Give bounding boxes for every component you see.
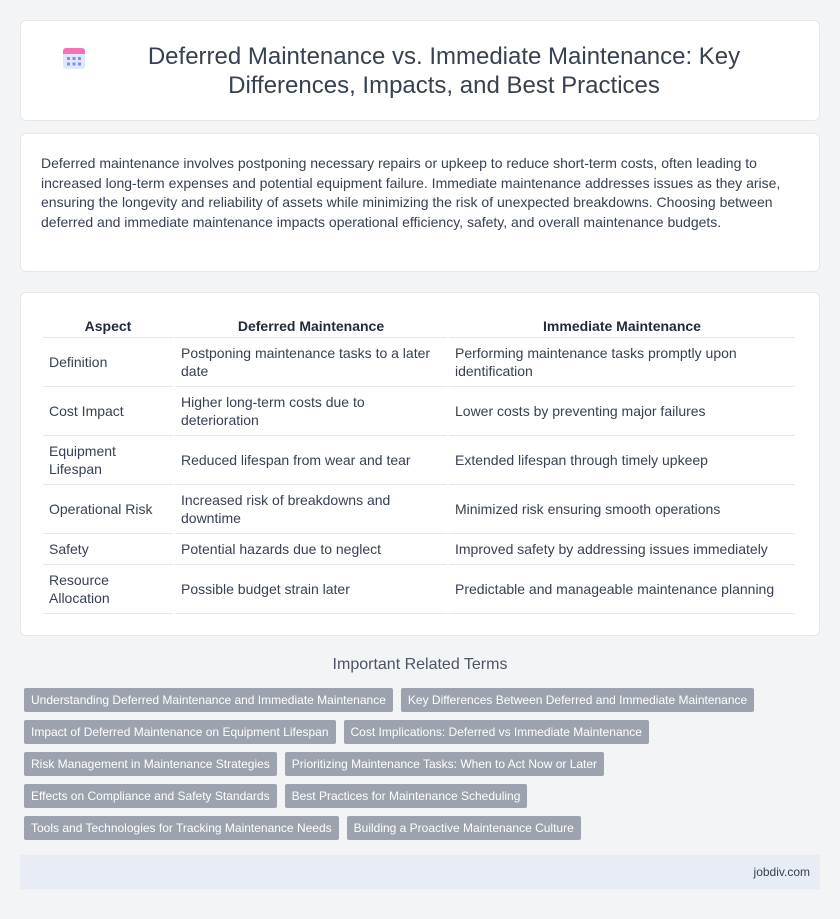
- tag-row: [24, 720, 820, 744]
- title-card: [20, 20, 820, 121]
- table-row: [43, 485, 795, 534]
- immediate-cell: Improved safety by addressing issues immediately: [449, 534, 795, 565]
- deferred-cell: Increased risk of breakdowns and downtime: [175, 485, 447, 534]
- related-terms-list: [24, 688, 820, 848]
- deferred-cell: Postponing maintenance tasks to a later date: [175, 338, 447, 387]
- comparison-card: [20, 292, 820, 636]
- table-row: [43, 565, 795, 614]
- related-term-tag[interactable]: Understanding Deferred Maintenance and Immediate Maintenance: [24, 688, 393, 712]
- footer: [20, 855, 820, 889]
- calendar-icon: [61, 45, 87, 71]
- aspect-cell: Safety: [43, 534, 173, 565]
- related-term-tag[interactable]: Cost Implications: Deferred vs Immediate Maintenance: [344, 720, 649, 744]
- intro-paragraph: Deferred maintenance involves postponing necessary repairs or upkeep to reduce short-term costs, often leading to increased long-term expenses and potential equipment failure. Immediate maintenance addresses issues as they arise, ensuring the longevity and reliability of assets while minimizing the risk of unexpected breakdowns. Choosing between deferred and immediate maintenance impacts operational efficiency, safety, and overall maintenance budgets.: [41, 155, 781, 230]
- related-term-tag[interactable]: Effects on Compliance and Safety Standards: [24, 784, 277, 808]
- comparison-table: [41, 313, 797, 614]
- related-terms-heading: Important Related Terms: [332, 656, 508, 673]
- deferred-cell: Possible budget strain later: [175, 565, 447, 614]
- header-deferred: Deferred Maintenance: [175, 313, 447, 338]
- related-term-tag[interactable]: Tools and Technologies for Tracking Maintenance Needs: [24, 816, 339, 840]
- table-header-row: [43, 313, 795, 338]
- aspect-cell: Definition: [43, 338, 173, 387]
- related-term-tag[interactable]: Building a Proactive Maintenance Culture: [347, 816, 581, 840]
- related-term-tag[interactable]: Best Practices for Maintenance Scheduling: [285, 784, 528, 808]
- related-term-tag[interactable]: Impact of Deferred Maintenance on Equipment Lifespan: [24, 720, 336, 744]
- deferred-cell: Reduced lifespan from wear and tear: [175, 436, 447, 485]
- aspect-cell: Resource Allocation: [43, 565, 173, 614]
- related-term-tag[interactable]: Prioritizing Maintenance Tasks: When to Act Now or Later: [285, 752, 604, 776]
- header-immediate: Immediate Maintenance: [449, 313, 795, 338]
- table-row: [43, 534, 795, 565]
- immediate-cell: Predictable and manageable maintenance planning: [449, 565, 795, 614]
- immediate-cell: Extended lifespan through timely upkeep: [449, 436, 795, 485]
- page-title: Deferred Maintenance vs. Immediate Maintenance: Key Differences, Impacts, and Best Practices: [147, 42, 741, 99]
- tag-row: [24, 752, 820, 776]
- aspect-cell: Operational Risk: [43, 485, 173, 534]
- title-wrap: [61, 42, 779, 100]
- footer-site-link[interactable]: jobdiv.com: [753, 865, 810, 879]
- immediate-cell: Performing maintenance tasks promptly upon identification: [449, 338, 795, 387]
- table-row: [43, 338, 795, 387]
- aspect-cell: Cost Impact: [43, 387, 173, 436]
- aspect-cell: Equipment Lifespan: [43, 436, 173, 485]
- immediate-cell: Lower costs by preventing major failures: [449, 387, 795, 436]
- intro-card: [20, 133, 820, 272]
- related-term-tag[interactable]: Risk Management in Maintenance Strategies: [24, 752, 277, 776]
- table-row: [43, 436, 795, 485]
- deferred-cell: Potential hazards due to neglect: [175, 534, 447, 565]
- tag-row: [24, 688, 820, 712]
- tag-row: [24, 784, 820, 808]
- immediate-cell: Minimized risk ensuring smooth operations: [449, 485, 795, 534]
- header-aspect: Aspect: [43, 313, 173, 338]
- table-row: [43, 387, 795, 436]
- tag-row: [24, 816, 820, 840]
- deferred-cell: Higher long-term costs due to deterioration: [175, 387, 447, 436]
- related-term-tag[interactable]: Key Differences Between Deferred and Immediate Maintenance: [401, 688, 754, 712]
